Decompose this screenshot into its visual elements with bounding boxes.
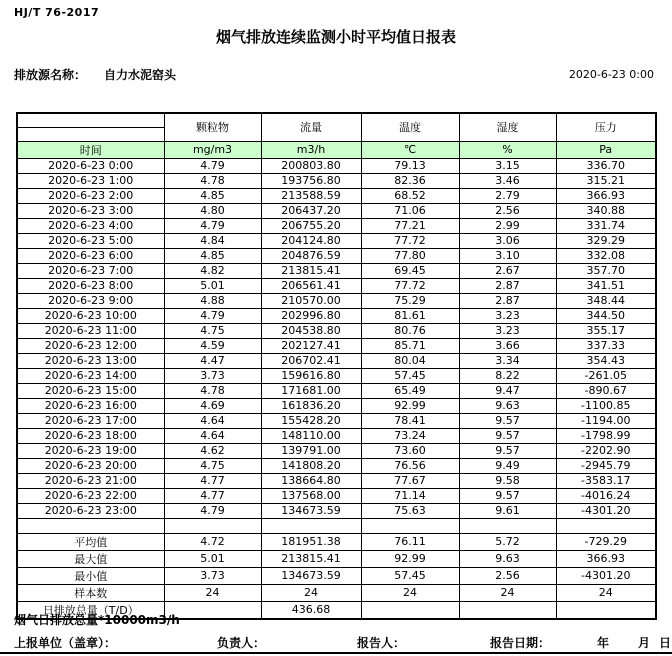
total-emission-note: 烟气日排放总量*10000m3/h [14, 613, 180, 627]
time-cell: 2020-6-23 1:00 [17, 173, 164, 188]
value-cell: 3.34 [459, 353, 556, 368]
column-header: 流量 [261, 113, 361, 141]
value-cell: 65.49 [361, 383, 459, 398]
table-row [17, 473, 656, 488]
value-cell: 206561.41 [261, 278, 361, 293]
value-cell: -1798.99 [556, 428, 656, 443]
value-cell: 148110.00 [261, 428, 361, 443]
value-cell: 155428.20 [261, 413, 361, 428]
summary-row [17, 550, 656, 567]
summary-value-cell: -4301.20 [556, 567, 656, 584]
report-table [16, 112, 657, 620]
value-cell: 80.76 [361, 323, 459, 338]
value-cell: -4301.20 [556, 503, 656, 518]
unit-cell: m3/h [261, 141, 361, 158]
time-cell: 2020-6-23 16:00 [17, 398, 164, 413]
value-cell: 75.29 [361, 293, 459, 308]
value-cell: 3.15 [459, 158, 556, 173]
value-cell: 4.78 [164, 383, 261, 398]
time-cell: 2020-6-23 8:00 [17, 278, 164, 293]
value-cell: 357.70 [556, 263, 656, 278]
column-header: 温度 [361, 113, 459, 141]
time-cell: 2020-6-23 12:00 [17, 338, 164, 353]
summary-value-cell: 76.11 [361, 533, 459, 550]
value-cell: 2.56 [459, 203, 556, 218]
value-cell: 9.57 [459, 413, 556, 428]
value-cell: -890.67 [556, 383, 656, 398]
header-row [17, 113, 656, 127]
value-cell: 329.29 [556, 233, 656, 248]
value-cell: 138664.80 [261, 473, 361, 488]
summary-value-cell: 57.45 [361, 567, 459, 584]
time-cell: 2020-6-23 9:00 [17, 293, 164, 308]
time-cell: 2020-6-23 21:00 [17, 473, 164, 488]
value-cell: 171681.00 [261, 383, 361, 398]
table-row [17, 218, 656, 233]
value-cell: 134673.59 [261, 503, 361, 518]
summary-value-cell: 366.93 [556, 550, 656, 567]
value-cell: 4.78 [164, 173, 261, 188]
time-cell: 2020-6-23 19:00 [17, 443, 164, 458]
emission-source-line [14, 66, 176, 83]
table-row [17, 338, 656, 353]
value-cell: 3.46 [459, 173, 556, 188]
table-row [17, 173, 656, 188]
value-cell: 9.57 [459, 428, 556, 443]
table-row [17, 233, 656, 248]
table-row [17, 278, 656, 293]
unit-row [17, 141, 656, 158]
value-cell: 2.87 [459, 293, 556, 308]
table-row [17, 203, 656, 218]
time-cell: 2020-6-23 6:00 [17, 248, 164, 263]
value-cell: 71.06 [361, 203, 459, 218]
table-row [17, 488, 656, 503]
table-row [17, 383, 656, 398]
value-cell: 9.47 [459, 383, 556, 398]
value-cell: -4016.24 [556, 488, 656, 503]
value-cell: 331.74 [556, 218, 656, 233]
report-datetime: 2020-6-23 0:00 [568, 68, 654, 81]
unit-cell: ℃ [361, 141, 459, 158]
value-cell: 3.23 [459, 308, 556, 323]
value-cell: 213815.41 [261, 263, 361, 278]
value-cell: -2202.90 [556, 443, 656, 458]
table-row [17, 443, 656, 458]
value-cell: 82.36 [361, 173, 459, 188]
value-cell: 3.23 [459, 323, 556, 338]
time-header-blank-bottom [17, 127, 164, 141]
value-cell: 4.47 [164, 353, 261, 368]
emission-source-label: 排放源名称： [14, 68, 87, 82]
value-cell: 76.56 [361, 458, 459, 473]
report-table-body [17, 113, 656, 619]
value-cell: 3.73 [164, 368, 261, 383]
value-cell: 3.66 [459, 338, 556, 353]
table-row [17, 413, 656, 428]
value-cell: 341.51 [556, 278, 656, 293]
time-cell: 2020-6-23 5:00 [17, 233, 164, 248]
value-cell: 4.62 [164, 443, 261, 458]
empty-cell [556, 518, 656, 533]
value-cell: 4.77 [164, 473, 261, 488]
value-cell: 3.10 [459, 248, 556, 263]
time-cell: 2020-6-23 20:00 [17, 458, 164, 473]
empty-cell [459, 518, 556, 533]
column-header: 湿度 [459, 113, 556, 141]
time-cell: 2020-6-23 18:00 [17, 428, 164, 443]
summary-value-cell: 24 [361, 584, 459, 601]
summary-value-cell [459, 601, 556, 619]
unit-cell: Pa [556, 141, 656, 158]
value-cell: 79.13 [361, 158, 459, 173]
value-cell: 9.58 [459, 473, 556, 488]
year-label: 年 [597, 636, 610, 650]
summary-value-cell: 24 [556, 584, 656, 601]
value-cell: 332.08 [556, 248, 656, 263]
time-cell: 2020-6-23 11:00 [17, 323, 164, 338]
summary-value-cell: 24 [261, 584, 361, 601]
summary-label: 日排放总量（T/D） [17, 601, 164, 619]
table-row [17, 368, 656, 383]
value-cell: 4.79 [164, 308, 261, 323]
time-cell: 2020-6-23 15:00 [17, 383, 164, 398]
summary-row [17, 533, 656, 550]
report-date-label: 报告日期： [490, 636, 551, 650]
value-cell: 206755.20 [261, 218, 361, 233]
value-cell: 348.44 [556, 293, 656, 308]
empty-cell [17, 518, 164, 533]
value-cell: 4.75 [164, 323, 261, 338]
summary-label: 平均值 [17, 533, 164, 550]
value-cell: 204876.59 [261, 248, 361, 263]
value-cell: 206437.20 [261, 203, 361, 218]
value-cell: 4.69 [164, 398, 261, 413]
value-cell: 73.60 [361, 443, 459, 458]
value-cell: 9.61 [459, 503, 556, 518]
value-cell: 2.99 [459, 218, 556, 233]
value-cell: 9.57 [459, 488, 556, 503]
time-cell: 2020-6-23 4:00 [17, 218, 164, 233]
summary-row [17, 584, 656, 601]
table-row [17, 503, 656, 518]
table-row [17, 308, 656, 323]
value-cell: 4.80 [164, 203, 261, 218]
value-cell: 4.79 [164, 218, 261, 233]
standard-number: HJ/T 76-2017 [14, 6, 100, 19]
value-cell: 4.85 [164, 188, 261, 203]
emission-source-name: 自力水泥窑头 [104, 68, 177, 82]
table-row [17, 458, 656, 473]
value-cell: 4.84 [164, 233, 261, 248]
value-cell: 77.21 [361, 218, 459, 233]
value-cell: 159616.80 [261, 368, 361, 383]
responsible-label: 负责人： [217, 636, 266, 650]
value-cell: 5.01 [164, 278, 261, 293]
value-cell: 9.63 [459, 398, 556, 413]
summary-value-cell: 9.63 [459, 550, 556, 567]
summary-value-cell [361, 601, 459, 619]
time-cell: 2020-6-23 23:00 [17, 503, 164, 518]
value-cell: 193756.80 [261, 173, 361, 188]
bottom-rule [0, 652, 672, 654]
summary-value-cell: 436.68 [261, 601, 361, 619]
value-cell: -3583.17 [556, 473, 656, 488]
summary-value-cell: 5.72 [459, 533, 556, 550]
value-cell: 4.82 [164, 263, 261, 278]
table-row [17, 428, 656, 443]
value-cell: -1194.00 [556, 413, 656, 428]
value-cell: 92.99 [361, 398, 459, 413]
summary-value-cell: -729.29 [556, 533, 656, 550]
table-row [17, 188, 656, 203]
time-cell: 2020-6-23 3:00 [17, 203, 164, 218]
value-cell: 68.52 [361, 188, 459, 203]
value-cell: 2.79 [459, 188, 556, 203]
value-cell: 77.72 [361, 278, 459, 293]
value-cell: 204124.80 [261, 233, 361, 248]
value-cell: 4.64 [164, 413, 261, 428]
table-row [17, 323, 656, 338]
summary-value-cell: 213815.41 [261, 550, 361, 567]
value-cell: 340.88 [556, 203, 656, 218]
summary-value-cell: 24 [164, 584, 261, 601]
unit-cell: mg/m3 [164, 141, 261, 158]
day-label: 日 [659, 636, 672, 650]
value-cell: 137568.00 [261, 488, 361, 503]
value-cell: 213588.59 [261, 188, 361, 203]
summary-value-cell: 134673.59 [261, 567, 361, 584]
unit-cell: % [459, 141, 556, 158]
reporter-label: 报告人： [357, 636, 406, 650]
time-cell: 2020-6-23 17:00 [17, 413, 164, 428]
table-row [17, 293, 656, 308]
report-unit-label: 上报单位（盖章）： [14, 636, 117, 650]
value-cell: 4.79 [164, 503, 261, 518]
value-cell: 139791.00 [261, 443, 361, 458]
time-cell: 2020-6-23 22:00 [17, 488, 164, 503]
summary-label: 最大值 [17, 550, 164, 567]
summary-value-cell: 24 [459, 584, 556, 601]
value-cell: 315.21 [556, 173, 656, 188]
value-cell: 4.64 [164, 428, 261, 443]
time-cell: 2020-6-23 13:00 [17, 353, 164, 368]
value-cell: 69.45 [361, 263, 459, 278]
value-cell: 73.24 [361, 428, 459, 443]
value-cell: 202996.80 [261, 308, 361, 323]
time-cell: 2020-6-23 10:00 [17, 308, 164, 323]
value-cell: 4.75 [164, 458, 261, 473]
summary-value-cell: 4.72 [164, 533, 261, 550]
signature-line [0, 634, 672, 650]
summary-label: 最小值 [17, 567, 164, 584]
value-cell: 354.43 [556, 353, 656, 368]
value-cell: 4.85 [164, 248, 261, 263]
value-cell: 75.63 [361, 503, 459, 518]
time-column-header: 时间 [17, 141, 164, 158]
empty-row [17, 518, 656, 533]
summary-value-cell: 181951.38 [261, 533, 361, 550]
value-cell: -261.05 [556, 368, 656, 383]
value-cell: 210570.00 [261, 293, 361, 308]
value-cell: 9.57 [459, 443, 556, 458]
value-cell: 344.50 [556, 308, 656, 323]
column-header: 颗粒物 [164, 113, 261, 141]
summary-row [17, 567, 656, 584]
time-cell: 2020-6-23 14:00 [17, 368, 164, 383]
value-cell: 366.93 [556, 188, 656, 203]
value-cell: 8.22 [459, 368, 556, 383]
value-cell: 4.59 [164, 338, 261, 353]
time-cell: 2020-6-23 0:00 [17, 158, 164, 173]
column-header: 压力 [556, 113, 656, 141]
summary-value-cell [556, 601, 656, 619]
value-cell: 141808.20 [261, 458, 361, 473]
empty-cell [361, 518, 459, 533]
value-cell: 3.06 [459, 233, 556, 248]
summary-value-cell: 5.01 [164, 550, 261, 567]
time-header-blank-top [17, 113, 164, 127]
summary-value-cell: 3.73 [164, 567, 261, 584]
value-cell: 355.17 [556, 323, 656, 338]
page-title: 烟气排放连续监测小时平均值日报表 [215, 28, 456, 46]
value-cell: 77.80 [361, 248, 459, 263]
value-cell: -2945.79 [556, 458, 656, 473]
empty-cell [164, 518, 261, 533]
value-cell: 57.45 [361, 368, 459, 383]
table-row [17, 353, 656, 368]
table-row [17, 263, 656, 278]
value-cell: 71.14 [361, 488, 459, 503]
value-cell: 9.49 [459, 458, 556, 473]
value-cell: 337.33 [556, 338, 656, 353]
value-cell: 202127.41 [261, 338, 361, 353]
value-cell: 206702.41 [261, 353, 361, 368]
value-cell: 78.41 [361, 413, 459, 428]
value-cell: 77.72 [361, 233, 459, 248]
value-cell: -1100.85 [556, 398, 656, 413]
value-cell: 85.71 [361, 338, 459, 353]
summary-value-cell: 2.56 [459, 567, 556, 584]
time-cell: 2020-6-23 7:00 [17, 263, 164, 278]
table-row [17, 158, 656, 173]
empty-cell [261, 518, 361, 533]
table-row [17, 248, 656, 263]
value-cell: 81.61 [361, 308, 459, 323]
value-cell: 4.77 [164, 488, 261, 503]
value-cell: 80.04 [361, 353, 459, 368]
value-cell: 4.88 [164, 293, 261, 308]
month-label: 月 [638, 636, 651, 650]
value-cell: 200803.80 [261, 158, 361, 173]
summary-label: 样本数 [17, 584, 164, 601]
value-cell: 4.79 [164, 158, 261, 173]
report-table-wrap [16, 112, 657, 620]
value-cell: 2.87 [459, 278, 556, 293]
time-cell: 2020-6-23 2:00 [17, 188, 164, 203]
value-cell: 77.67 [361, 473, 459, 488]
summary-value-cell: 92.99 [361, 550, 459, 567]
table-row [17, 398, 656, 413]
value-cell: 2.67 [459, 263, 556, 278]
value-cell: 336.70 [556, 158, 656, 173]
value-cell: 161836.20 [261, 398, 361, 413]
value-cell: 204538.80 [261, 323, 361, 338]
